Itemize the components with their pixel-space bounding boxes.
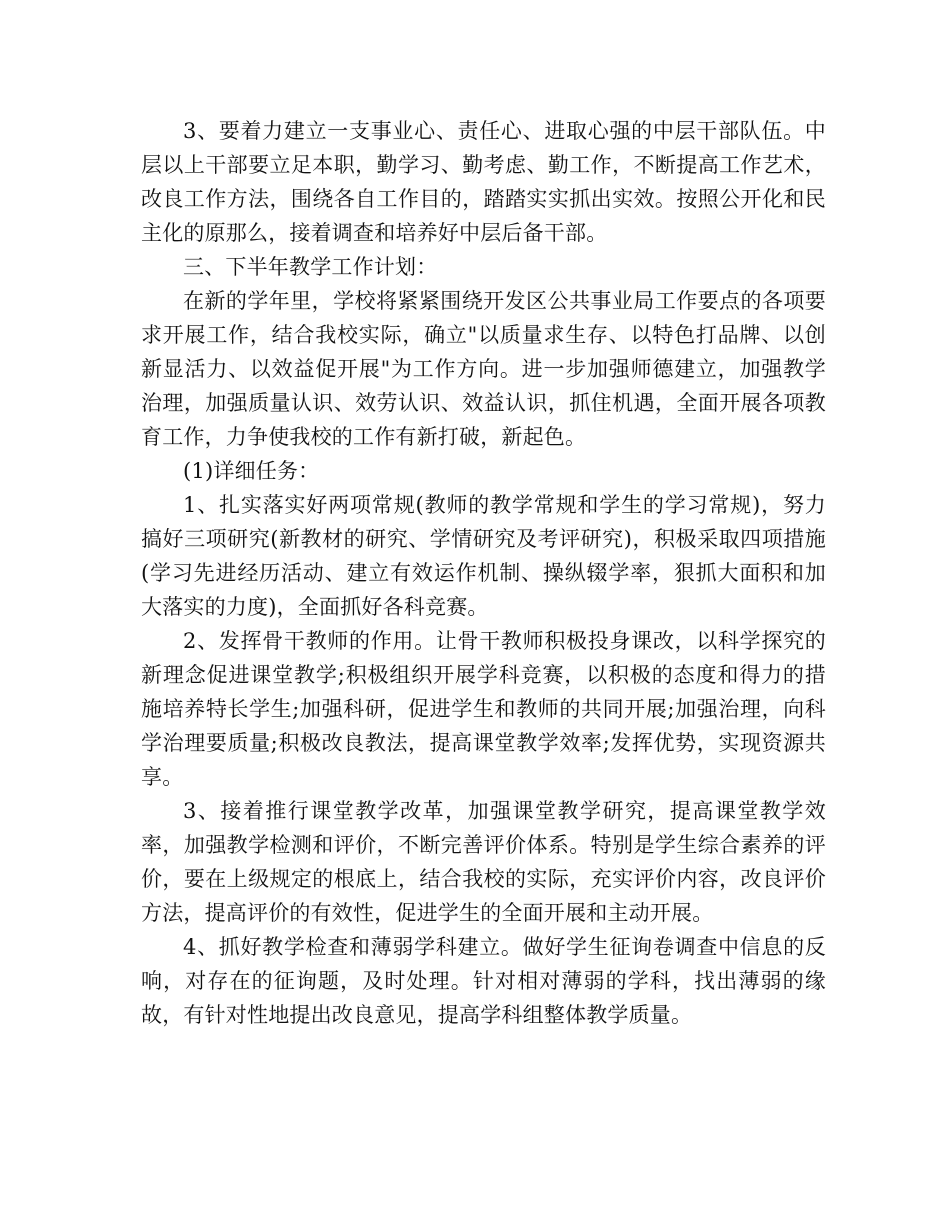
subheading-detailed-tasks: (1)详细任务：: [183, 459, 320, 483]
paragraph-new-school-year: 在新的学年里，学校将紧紧围绕开发区公共事业局工作要点的各项要求开展工作，结合我校实际，确立"以质量求生存、以特色打品牌、以创新显活力、以效益促开展"为工作方向。进一步加强师德建立，加强教学治理，加强质量认识、效劳认识、效益认识，抓住机遇，全面开展各项教育工作，力争使我校的工作有新打破，新起色。: [141, 289, 826, 449]
paragraph-task-1: 1、扎实落实好两项常规(教师的教学常规和学生的学习常规)，努力搞好三项研究(新教材的研究、学情研究及考评研究)，积极采取四项措施(学习先进经历活动、建立有效运作机制、操纵辍学率，狠抓大面积和加大落实的力度)，全面抓好各科竞赛。: [141, 493, 826, 619]
paragraph-task-3: 3、接着推行课堂教学改革，加强课堂教学研究，提高课堂教学效率，加强教学检测和评价，不断完善评价体系。特别是学生综合素养的评价，要在上级规定的根底上，结合我校的实际，充实评价内容，改良评价方法，提高评价的有效性，促进学生的全面开展和主动开展。: [141, 799, 826, 925]
paragraph-cadre-team: 3、要着力建立一支事业心、责任心、进取心强的中层干部队伍。中层以上干部要立足本职，勤学习、勤考虑、勤工作，不断提高工作艺术，改良工作方法，围绕各自工作目的，踏踏实实抓出实效。按照公开化和民主化的原那么，接着调查和培养好中层后备干部。: [141, 119, 826, 245]
document-body: [141, 114, 826, 1032]
paragraph-task-4: 4、抓好教学检查和薄弱学科建立。做好学生征询卷调查中信息的反响，对存在的征询题，及时处理。针对相对薄弱的学科，找出薄弱的缘故，有针对性地提出改良意见，提高学科组整体教学质量。: [141, 935, 826, 1027]
section-heading-teaching-plan: 三、下半年教学工作计划：: [183, 255, 438, 279]
paragraph-task-2: 2、发挥骨干教师的作用。让骨干教师积极投身课改，以科学探究的新理念促进课堂教学;积极组织开展学科竞赛，以积极的态度和得力的措施培养特长学生;加强科研，促进学生和教师的共同开展;加强治理，向科学治理要质量;积极改良教法，提高课堂教学效率;发挥优势，实现资源共享。: [141, 629, 826, 789]
